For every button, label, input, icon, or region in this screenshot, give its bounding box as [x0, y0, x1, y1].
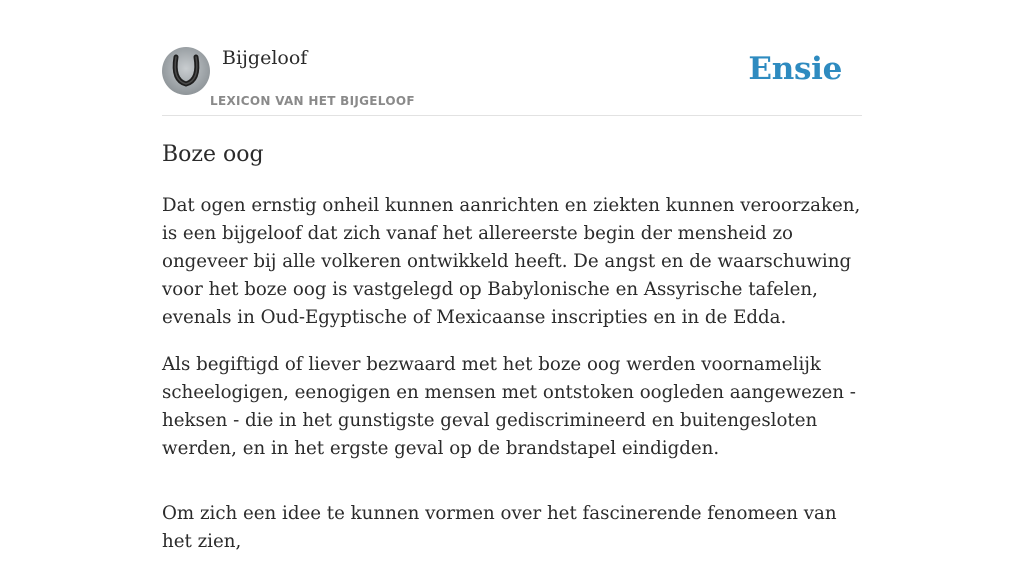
book-avatar[interactable]	[162, 47, 210, 95]
entry-title: Boze oog	[162, 142, 264, 167]
book-subtitle[interactable]: LEXICON VAN HET BIJGELOOF	[210, 94, 415, 108]
page	[162, 0, 862, 552]
horseshoe-icon	[162, 47, 210, 95]
ensie-logo[interactable]: Ensie	[748, 51, 842, 87]
header	[162, 0, 862, 116]
entry-body	[162, 192, 862, 575]
paragraph: Als begiftigd of liever bezwaard met het boze oog werden voornamelijk scheelogigen, eenogigen en mensen met ontstoken oogleden aangewezen - heksen - die in het gunstigste geval gediscrimineerd en buitengesloten werden, en in het ergste geval op de brandstapel eindigden.	[162, 354, 856, 459]
paragraph: Dat ogen ernstig onheil kunnen aanrichten en ziekten kunnen veroorzaken, is een bijgeloof dat zich vanaf het allereerste begin der mensheid zo ongeveer bij alle volkeren ontwikkeld heeft. De angst en de waarschuwing voor het boze oog is vastgelegd op Babylonische en Assyrische tafelen, evenals in Oud-Egyptische of Mexicaanse inscripties en in de Edda.	[162, 195, 861, 328]
book-title[interactable]: Bijgeloof	[222, 47, 308, 69]
paragraph: Om zich een idee te kunnen vormen over het fascinerende fenomeen van het zien,	[162, 503, 837, 552]
